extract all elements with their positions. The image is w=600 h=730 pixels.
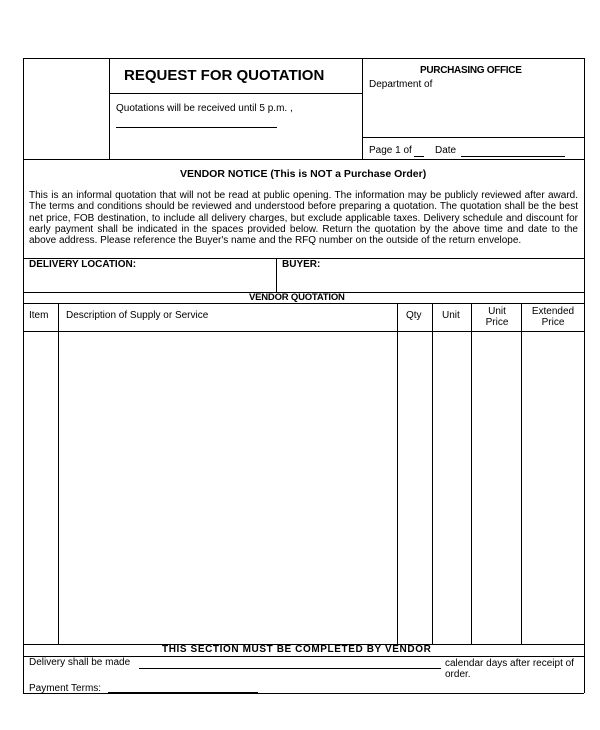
description-cell[interactable] <box>59 332 397 644</box>
date-label: Date <box>435 145 457 156</box>
vendor-notice-title: VENDOR NOTICE (This is NOT a Purchase Order) <box>180 168 427 180</box>
column-header-qty: Qty <box>406 310 422 321</box>
unit-price-cell[interactable] <box>472 332 521 644</box>
column-header-item: Item <box>29 310 49 321</box>
department-label: Department of <box>369 79 433 90</box>
unit-cell[interactable] <box>433 332 471 644</box>
payment-terms-label: Payment Terms: <box>29 683 102 694</box>
column-header-unit-price: Unit Price <box>485 306 509 328</box>
vendor-notice-body: This is an informal quotation that will not be read at public opening. The information may be publicly reviewed after award. The terms and conditions should be reviewed and understood before preparing a quotation. The quotation shall be the best net price, FOB destination, to include all delivery charges, but exclude applicable taxes. Delivery schedule and discount for early payment shall be indicated in the spaces provided below. Return the quotation by the above time and date to the above address. Please reference the Buyer's name and the RFQ number on the outside of the return envelope. <box>29 190 578 247</box>
received-text: Quotations will be received until 5 p.m. , <box>116 103 293 114</box>
page-label: Page 1 of <box>369 145 412 156</box>
column-header-description: Description of Supply or Service <box>66 310 209 321</box>
vendor-quotation-title: VENDOR QUOTATION <box>249 292 345 303</box>
extended-price-cell[interactable] <box>522 332 584 644</box>
delivery-days-label: Delivery shall be made <box>29 657 131 668</box>
form-title: REQUEST FOR QUOTATION <box>124 67 325 84</box>
purchasing-office-title: PURCHASING OFFICE <box>420 65 522 76</box>
page-count-line[interactable] <box>414 156 424 157</box>
delivery-days-line[interactable] <box>139 668 441 669</box>
received-date-line[interactable] <box>116 127 277 128</box>
column-header-unit: Unit <box>442 310 460 321</box>
column-header-extended-price: Extended Price <box>531 306 575 328</box>
payment-terms-line[interactable] <box>108 692 258 693</box>
date-line[interactable] <box>461 156 565 157</box>
item-cell[interactable] <box>24 332 58 644</box>
delivery-location-label: DELIVERY LOCATION: <box>29 259 137 270</box>
vendor-section-title: THIS SECTION MUST BE COMPLETED BY VENDOR <box>162 644 432 655</box>
delivery-days-suffix: calendar days after receipt of order. <box>445 658 574 680</box>
buyer-label: BUYER: <box>282 259 321 270</box>
qty-cell[interactable] <box>398 332 432 644</box>
